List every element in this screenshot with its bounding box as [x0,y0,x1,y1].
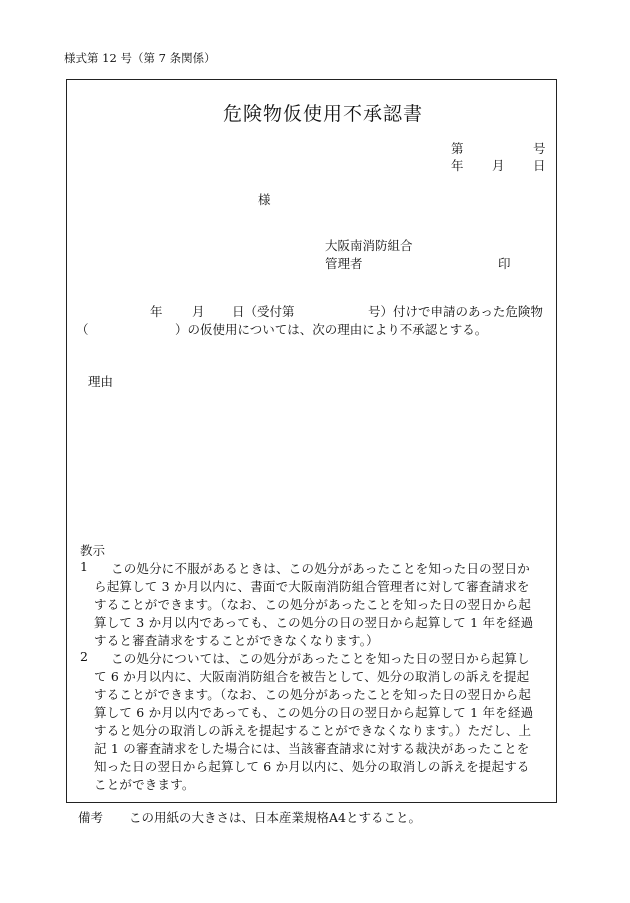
kyoji-line: することができます。（なお、この処分があったことを知った日の翌日から起 [94,597,532,612]
body-year: 年 [150,304,163,319]
kyoji-line: この処分については、この処分があったことを知った日の翌日から起算し [111,651,530,666]
kyoji-line: すると処分の取消しの訴えを提起することができなくなります。）ただし、上 [94,723,532,738]
body-paren-open: （ [76,322,89,337]
seal-mark: 印 [498,256,511,271]
note-label: 備考 [78,810,104,825]
kyoji-heading: 教示 [80,543,106,558]
kyoji-item-number: 2 [80,649,89,664]
kyoji-line: 算して 6 か月以内であっても、この処分の日の翌日から起算して 1 年を経過 [94,705,534,720]
number-prefix: 第 [451,141,464,156]
reason-label: 理由 [88,374,114,389]
number-suffix: 号 [533,141,546,156]
date-month: 月 [492,158,505,173]
kyoji-line: この処分に不服があるときは、この処分があったことを知った日の翌日か [111,561,530,576]
issuer-organization: 大阪南消防組合 [325,238,413,253]
kyoji-line: ら起算して 3 か月以内に、書面で大阪南消防組合管理者に対して審査請求を [94,579,530,594]
kyoji-line: て 6 か月以内に、大阪南消防組合を被告として、処分の取消しの訴えを提起 [94,669,530,684]
kyoji-line: 算して 3 か月以内であっても、この処分の日の翌日から起算して 1 年を経過 [94,615,534,630]
body-line2: ）の仮使用については、次の理由により不承認とする。 [175,322,488,337]
kyoji-line: ことができます。 [94,777,195,792]
body-receipt-rest: 号）付けで申請のあった危険物 [368,304,543,319]
body-month: 月 [192,304,205,319]
kyoji-line: 記 1 の審査請求をした場合には、当該審査請求に対する裁決があったことを [94,741,530,756]
date-year: 年 [451,158,464,173]
kyoji-line: することができます。（なお、この処分があったことを知った日の翌日から起 [94,687,532,702]
issuer-title: 管理者 [325,256,363,271]
form-number-label: 様式第 12 号（第 7 条関係） [64,51,216,65]
kyoji-item-number: 1 [80,559,89,574]
document-title: 危険物仮使用不承認書 [223,103,424,125]
note-text: この用紙の大きさは、日本産業規格A4とすること。 [129,810,421,825]
kyoji-line: 知った日の翌日から起算して 6 か月以内に、処分の取消しの訴えを提起する [94,759,530,774]
recipient-honorific: 様 [258,192,271,207]
kyoji-line: すると審査請求をすることができなくなります。） [94,633,379,648]
body-day-receipt: 日（受付第 [232,304,295,319]
date-day: 日 [533,158,546,173]
